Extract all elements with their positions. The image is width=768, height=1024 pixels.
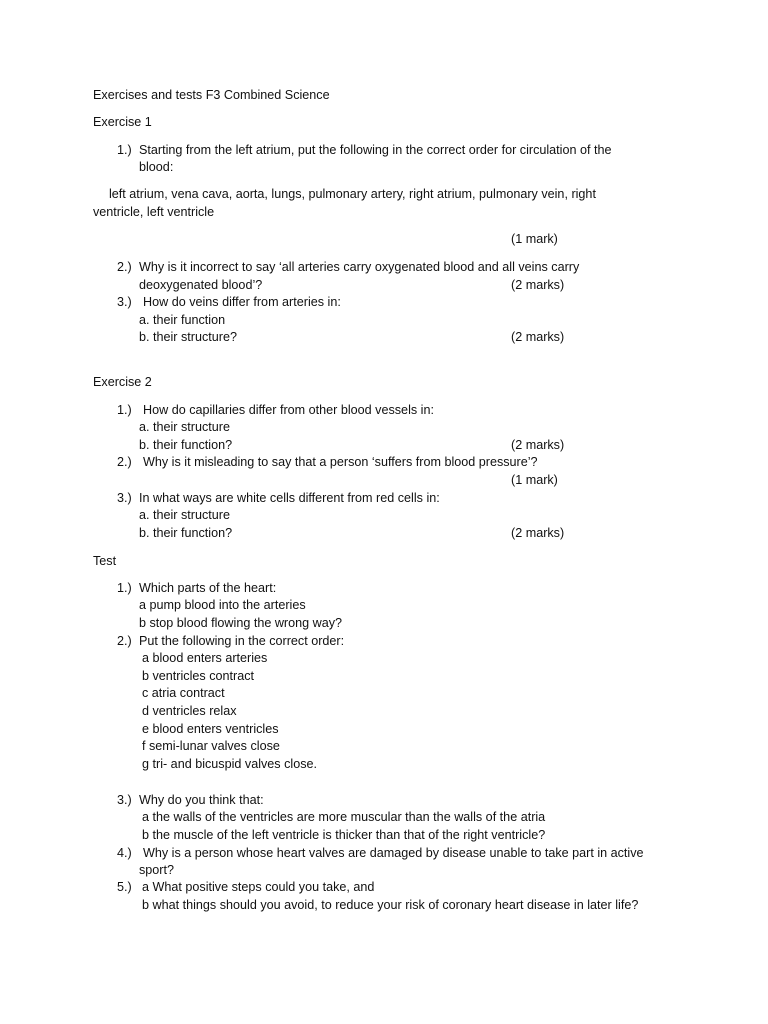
ex1-q1-text-cont: blood: [139, 160, 174, 174]
ex1-q1-text: Starting from the left atrium, put the following in the correct order for circulation of the [139, 143, 612, 157]
test-q3-number: 3.) [117, 793, 132, 807]
test-q2-item: c atria contract [142, 686, 225, 700]
ex2-q1-marks: (2 marks) [511, 438, 565, 452]
test-q5-part-a: a What positive steps could you take, and [142, 880, 375, 894]
test-q4-text: Why is a person whose heart valves are damaged by disease unable to take part in active [143, 846, 644, 860]
ex1-q3-marks: (2 marks) [511, 330, 565, 344]
ex1-q2-text: Why is it incorrect to say ‘all arteries carry oxygenated blood and all veins carry [139, 260, 580, 274]
test-q3-text: Why do you think that: [139, 793, 264, 807]
ex1-q1-number: 1.) [117, 143, 132, 157]
ex1-q2-text-cont: deoxygenated blood’? [139, 278, 263, 292]
ex2-q3-part-a: a. their structure [139, 508, 230, 522]
test-q2-item: b ventricles contract [142, 669, 254, 683]
ex1-q2-number: 2.) [117, 260, 132, 274]
test-q5-number: 5.) [117, 880, 132, 894]
test-q2-item: f semi-lunar valves close [142, 739, 280, 753]
test-q1-number: 1.) [117, 581, 132, 595]
ex2-q2-number: 2.) [117, 455, 132, 469]
ex1-q1-marks: (1 mark) [511, 232, 558, 246]
ex2-q3-text: In what ways are white cells different from red cells in: [139, 491, 440, 505]
test-q1-part-b: b stop blood flowing the wrong way? [139, 616, 343, 630]
document-title: Exercises and tests F3 Combined Science [93, 88, 330, 102]
test-q5-part-b: b what things should you avoid, to reduce your risk of coronary heart disease in later life? [142, 898, 639, 912]
test-q2-number: 2.) [117, 634, 132, 648]
ex2-q1-part-a: a. their structure [139, 420, 230, 434]
test-q1-part-a: a pump blood into the arteries [139, 598, 306, 612]
test-q2-item: a blood enters arteries [142, 651, 268, 665]
exercise1-heading: Exercise 1 [93, 115, 152, 129]
test-q4-number: 4.) [117, 846, 132, 860]
test-q3-part-b: b the muscle of the left ventricle is thicker than that of the right ventricle? [142, 828, 546, 842]
test-heading: Test [93, 554, 117, 568]
test-q3-part-a: a the walls of the ventricles are more muscular than the walls of the atria [142, 810, 546, 824]
ex2-q1-text: How do capillaries differ from other blood vessels in: [143, 403, 434, 417]
test-q4-text-cont: sport? [139, 863, 175, 877]
ex2-q1-part-b: b. their function? [139, 438, 233, 452]
ex2-q2-text: Why is it misleading to say that a person ‘suffers from blood pressure’? [143, 455, 538, 469]
ex2-q3-part-b: b. their function? [139, 526, 233, 540]
ex1-q2-marks: (2 marks) [511, 278, 565, 292]
test-q2-item: g tri- and bicuspid valves close. [142, 757, 317, 771]
ex2-q2-marks: (1 mark) [511, 473, 558, 487]
ex1-q3-part-b: b. their structure? [139, 330, 237, 344]
ex1-q3-part-a: a. their function [139, 313, 226, 327]
test-q2-item: e blood enters ventricles [142, 722, 279, 736]
ex1-q1-items: left atrium, vena cava, aorta, lungs, pulmonary artery, right atrium, pulmonary vein, right [109, 187, 596, 201]
ex2-q3-number: 3.) [117, 491, 132, 505]
ex2-q3-marks: (2 marks) [511, 526, 565, 540]
ex1-q3-number: 3.) [117, 295, 132, 309]
exercise2-heading: Exercise 2 [93, 375, 152, 389]
test-q2-item: d ventricles relax [142, 704, 237, 718]
ex1-q3-text: How do veins differ from arteries in: [143, 295, 341, 309]
ex1-q1-items-cont: ventricle, left ventricle [93, 205, 215, 219]
test-q1-text: Which parts of the heart: [139, 581, 277, 595]
ex2-q1-number: 1.) [117, 403, 132, 417]
test-q2-text: Put the following in the correct order: [139, 634, 345, 648]
